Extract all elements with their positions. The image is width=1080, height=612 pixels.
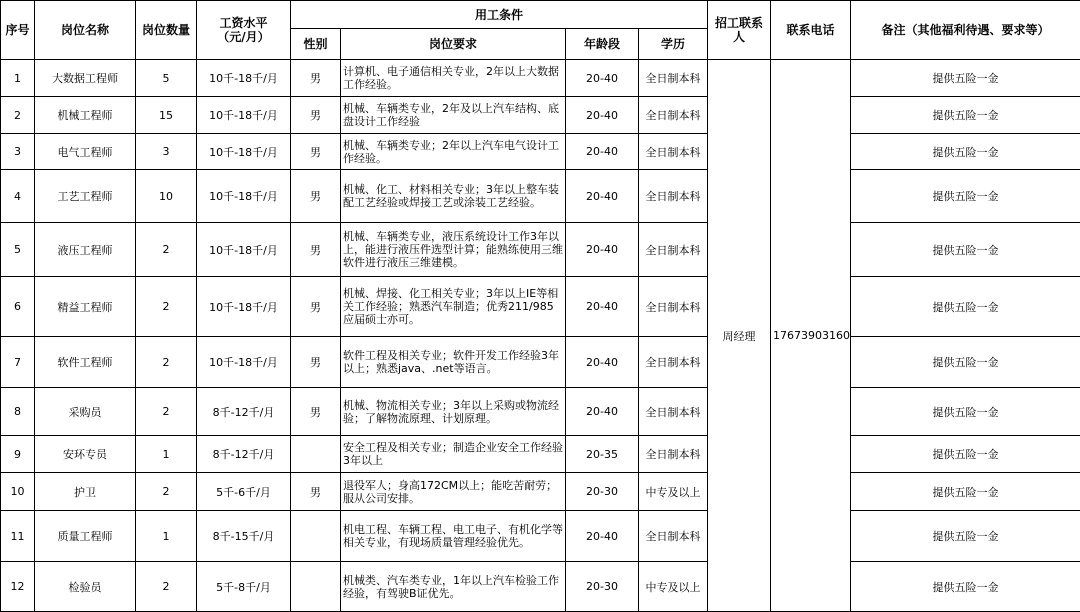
cell-position: 护卫 [35,473,136,511]
cell-education: 全日制本科 [639,277,708,337]
cell-salary: 10千-18千/月 [197,97,291,134]
cell-education: 全日制本科 [639,337,708,388]
table-row [1,60,1080,97]
cell-age: 20-40 [566,134,639,170]
cell-salary: 10千-18千/月 [197,170,291,223]
cell-contact-person: 周经理 [708,60,771,612]
cell-contact-phone: 17673903160 [771,60,851,612]
cell-education: 全日制本科 [639,170,708,223]
cell-remarks: 提供五险一金 [851,223,1080,277]
table-row [1,562,1080,612]
cell-requirements: 机械、物流相关专业；3年以上采购或物流经验；了解物流原理、计划原理。 [341,388,566,436]
cell-gender [291,436,341,473]
cell-requirements: 机械、化工、材料相关专业；3年以上整车装配工艺经验或焊接工艺或涂装工艺经验。 [341,170,566,223]
table-row [1,388,1080,436]
cell-position: 检验员 [35,562,136,612]
cell-age: 20-40 [566,337,639,388]
cell-seq: 6 [1,277,35,337]
cell-salary: 8千-15千/月 [197,511,291,562]
cell-seq: 7 [1,337,35,388]
table-row [1,170,1080,223]
cell-age: 20-30 [566,473,639,511]
cell-remarks: 提供五险一金 [851,60,1080,97]
cell-remarks: 提供五险一金 [851,134,1080,170]
cell-count: 2 [136,562,197,612]
header-gender: 性别 [291,29,341,60]
cell-requirements: 机械、车辆类专业，2年及以上汽车结构、底盘设计工作经验 [341,97,566,134]
cell-position: 采购员 [35,388,136,436]
header-position: 岗位名称 [35,1,136,60]
cell-position: 大数据工程师 [35,60,136,97]
cell-seq: 12 [1,562,35,612]
cell-count: 1 [136,511,197,562]
cell-education: 全日制本科 [639,388,708,436]
cell-seq: 1 [1,60,35,97]
table-row [1,223,1080,277]
cell-position: 机械工程师 [35,97,136,134]
cell-age: 20-40 [566,60,639,97]
header-education: 学历 [639,29,708,60]
cell-seq: 5 [1,223,35,277]
cell-gender: 男 [291,388,341,436]
table-row [1,277,1080,337]
cell-gender: 男 [291,223,341,277]
cell-remarks: 提供五险一金 [851,388,1080,436]
cell-gender: 男 [291,337,341,388]
cell-education: 中专及以上 [639,562,708,612]
cell-remarks: 提供五险一金 [851,337,1080,388]
cell-remarks: 提供五险一金 [851,436,1080,473]
cell-count: 2 [136,473,197,511]
cell-count: 2 [136,223,197,277]
cell-remarks: 提供五险一金 [851,562,1080,612]
cell-age: 20-40 [566,97,639,134]
table-row [1,436,1080,473]
header-age: 年龄段 [566,29,639,60]
cell-education: 全日制本科 [639,511,708,562]
cell-count: 10 [136,170,197,223]
cell-count: 2 [136,337,197,388]
cell-seq: 3 [1,134,35,170]
cell-gender: 男 [291,60,341,97]
cell-gender: 男 [291,97,341,134]
cell-education: 中专及以上 [639,473,708,511]
cell-salary: 8千-12千/月 [197,388,291,436]
cell-salary: 10千-18千/月 [197,134,291,170]
cell-position: 液压工程师 [35,223,136,277]
cell-education: 全日制本科 [639,436,708,473]
cell-gender: 男 [291,277,341,337]
cell-education: 全日制本科 [639,223,708,277]
cell-seq: 9 [1,436,35,473]
cell-position: 安环专员 [35,436,136,473]
table-row [1,473,1080,511]
cell-position: 精益工程师 [35,277,136,337]
cell-remarks: 提供五险一金 [851,277,1080,337]
header-phone: 联系电话 [771,1,851,60]
table-row [1,134,1080,170]
cell-gender [291,511,341,562]
cell-count: 1 [136,436,197,473]
cell-age: 20-30 [566,562,639,612]
cell-position: 工艺工程师 [35,170,136,223]
cell-remarks: 提供五险一金 [851,473,1080,511]
table-row [1,337,1080,388]
cell-salary: 5千-8千/月 [197,562,291,612]
cell-requirements: 机械、车辆类专业；2年以上汽车电气设计工作经验。 [341,134,566,170]
cell-salary: 10千-18千/月 [197,277,291,337]
cell-requirements: 机械类、汽车类专业，1年以上汽车检验工作经验，有驾驶B证优先。 [341,562,566,612]
cell-requirements: 软件工程及相关专业；软件开发工作经验3年以上；熟悉java、.net等语言。 [341,337,566,388]
cell-seq: 4 [1,170,35,223]
cell-age: 20-40 [566,511,639,562]
table-row [1,511,1080,562]
header-salary: 工资水平 （元/月） [197,1,291,60]
cell-age: 20-40 [566,277,639,337]
cell-salary: 10千-18千/月 [197,223,291,277]
cell-position: 软件工程师 [35,337,136,388]
table-row [1,97,1080,134]
cell-salary: 8千-12千/月 [197,436,291,473]
cell-gender: 男 [291,473,341,511]
cell-remarks: 提供五险一金 [851,511,1080,562]
header-seq: 序号 [1,1,35,60]
cell-seq: 2 [1,97,35,134]
cell-gender: 男 [291,170,341,223]
cell-position: 电气工程师 [35,134,136,170]
cell-seq: 11 [1,511,35,562]
cell-gender: 男 [291,134,341,170]
cell-salary: 10千-18千/月 [197,60,291,97]
cell-requirements: 机械、焊接、化工相关专业；3年以上IE等相关工作经验；熟悉汽车制造；优秀211/985应届硕士亦可。 [341,277,566,337]
cell-requirements: 安全工程及相关专业；制造企业安全工作经验3年以上 [341,436,566,473]
cell-requirements: 计算机、电子通信相关专业，2年以上大数据工作经验。 [341,60,566,97]
cell-requirements: 机械、车辆类专业，液压系统设计工作3年以上，能进行液压件选型计算；能熟练使用三维软件进行液压三维建模。 [341,223,566,277]
cell-position: 质量工程师 [35,511,136,562]
cell-salary: 5千-6千/月 [197,473,291,511]
cell-seq: 8 [1,388,35,436]
cell-age: 20-40 [566,388,639,436]
cell-remarks: 提供五险一金 [851,170,1080,223]
cell-requirements: 机电工程、车辆工程、电工电子、有机化学等相关专业，有现场质量管理经验优先。 [341,511,566,562]
cell-requirements: 退役军人；身高172CM以上；能吃苦耐劳；服从公司安排。 [341,473,566,511]
cell-age: 20-40 [566,170,639,223]
cell-salary: 10千-18千/月 [197,337,291,388]
header-conditions: 用工条件 [291,1,708,29]
cell-age: 20-35 [566,436,639,473]
table-body [1,60,1080,612]
cell-remarks: 提供五险一金 [851,97,1080,134]
cell-age: 20-40 [566,223,639,277]
cell-education: 全日制本科 [639,134,708,170]
header-count: 岗位数量 [136,1,197,60]
cell-gender [291,562,341,612]
header-contact: 招工联系人 [708,1,771,60]
cell-seq: 10 [1,473,35,511]
cell-count: 2 [136,277,197,337]
header-requirements: 岗位要求 [341,29,566,60]
cell-count: 3 [136,134,197,170]
cell-count: 2 [136,388,197,436]
cell-count: 15 [136,97,197,134]
cell-education: 全日制本科 [639,97,708,134]
header-remarks: 备注（其他福利待遇、要求等） [851,1,1080,60]
cell-education: 全日制本科 [639,60,708,97]
cell-count: 5 [136,60,197,97]
